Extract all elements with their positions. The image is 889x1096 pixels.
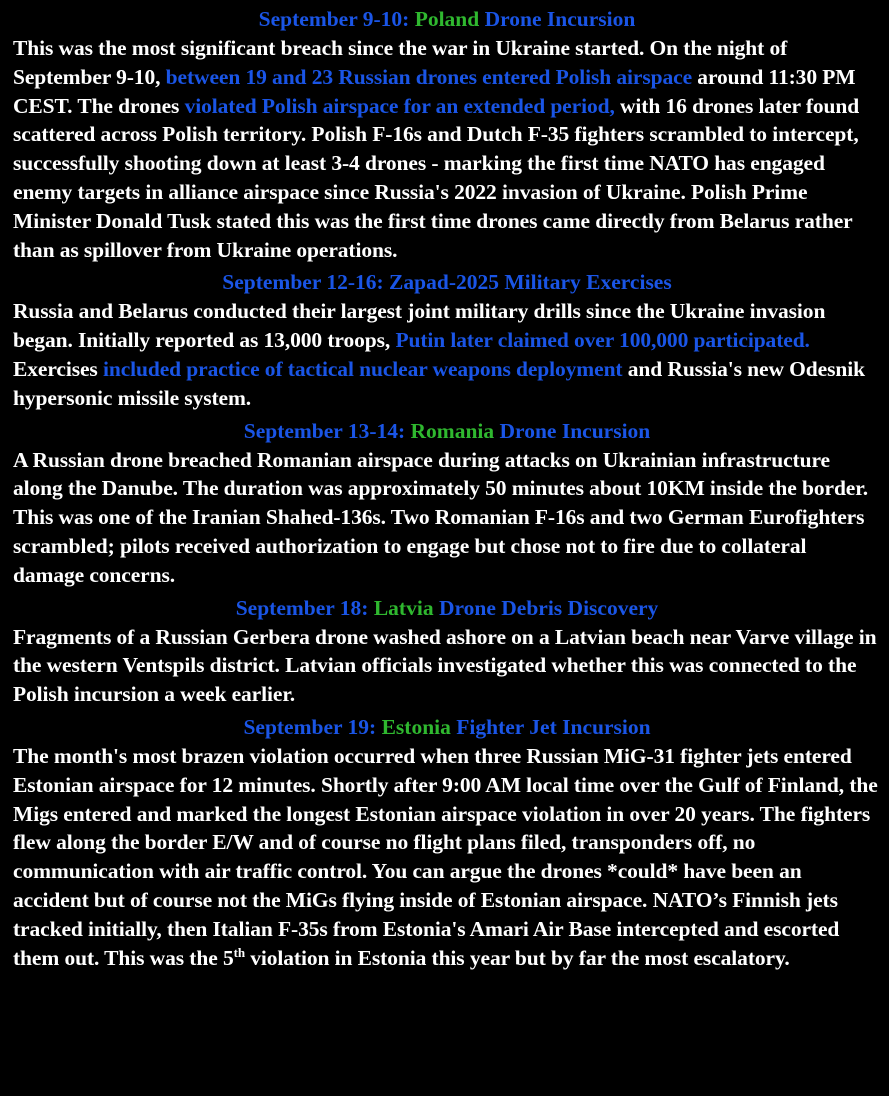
section-poland — [13, 5, 881, 264]
body-text: Exercises — [13, 356, 103, 381]
heading-date: September 18: — [235, 595, 374, 620]
section-heading — [13, 594, 881, 623]
heading-country: Poland — [414, 7, 480, 31]
heading-country: Estonia — [381, 714, 451, 739]
heading-country: Latvia — [373, 595, 434, 620]
section-body — [13, 742, 881, 972]
section-latvia — [13, 594, 881, 709]
body-highlight: violated Polish airspace for an extended period, — [184, 93, 615, 118]
section-romania — [13, 417, 881, 590]
body-text: Fragments of a Russian Gerbera drone washed ashore on a Latvian beach near Varve village in the western Ventspils district. Latvian officials investigated whether this was connected to the Polish incursion a week earlier. — [13, 624, 877, 707]
section-heading — [13, 713, 881, 742]
heading-country: Romania — [410, 418, 495, 443]
body-text: This was the most significant breach since the war in Ukraine started. On the night of September 9-10, — [13, 36, 788, 89]
heading-date: September 9-10: — [258, 7, 415, 31]
section-zapad — [13, 268, 881, 412]
body-highlight: between 19 and 23 Russian drones entered Polish airspace — [165, 64, 693, 89]
heading-title: September 12-16: Zapad-2025 Military Exercises — [222, 270, 672, 295]
heading-title: Drone Incursion — [479, 7, 636, 31]
heading-title: Drone Debris Discovery — [433, 595, 659, 620]
section-estonia — [13, 713, 881, 972]
heading-date: September 19: — [243, 714, 382, 739]
body-text: and Russia's new Odesnik hypersonic missile system. — [13, 356, 865, 410]
section-body — [13, 297, 881, 412]
heading-title: Fighter Jet Incursion — [450, 714, 651, 739]
section-body — [13, 446, 881, 590]
body-highlight: included practice of tactical nuclear weapons deployment — [102, 356, 623, 381]
section-body — [13, 623, 881, 709]
body-text: Russia and Belarus conducted their largest joint military drills since the Ukraine invasion began. Initially reported as 13,000 troops, — [13, 299, 826, 353]
section-heading — [13, 268, 881, 297]
ordinal-superscript: th — [233, 944, 245, 960]
body-text: A Russian drone breached Romanian airspace during attacks on Ukrainian infrastructure along the Danube. The duration was approximately 50 minutes about 10KM inside the border. This was one of the Iranian Shahed-136s. Two Romanian F-16s and two German Eurofighters scrambled; pilots received authorization to engage but chose not to fire due to collateral damage concerns. — [13, 447, 868, 587]
body-text: with 16 drones later found scattered across Polish territory. Polish F-16s and Dutch F-35 fighters scrambled to intercept, successfully shooting down at least 3-4 drones - marking the first time NATO has engaged enemy targets in alliance airspace since Russia's 2022 invasion of Ukraine. Polish Prime Minister Donald Tusk stated this was the first time drones came directly from Belarus rather than as spillover from Ukraine operations. — [13, 93, 860, 262]
section-heading — [13, 417, 881, 446]
body-highlight: Putin later claimed over 100,000 participated. — [395, 328, 810, 353]
heading-title: Drone Incursion — [494, 418, 651, 443]
body-text: around 11:30 PM CEST. The drones — [13, 64, 856, 118]
body-text: The month's most brazen violation occurred when three Russian MiG-31 fighter jets entered Estonian airspace for 12 minutes. Shortly after 9:00 AM local time over the Gulf of Finland, the Migs entered and marked the longest Estonian airspace violation in over 20 years. The fighters flew along the border E/W and of course no flight plans filed, transponders off, no communication with air traffic control. You can argue the drones *could* have been an accident but of course not the MiGs flying inside of Estonian airspace. NATO’s Finnish jets tracked initially, then Italian F-35s from Estonia's Amari Air Base intercepted and escorted them out. This was the 5 — [13, 743, 878, 970]
section-body — [13, 34, 881, 264]
section-heading — [13, 5, 881, 34]
body-text: violation in Estonia this year but by far the most escalatory. — [244, 945, 790, 970]
heading-date: September 13-14: — [243, 418, 411, 443]
